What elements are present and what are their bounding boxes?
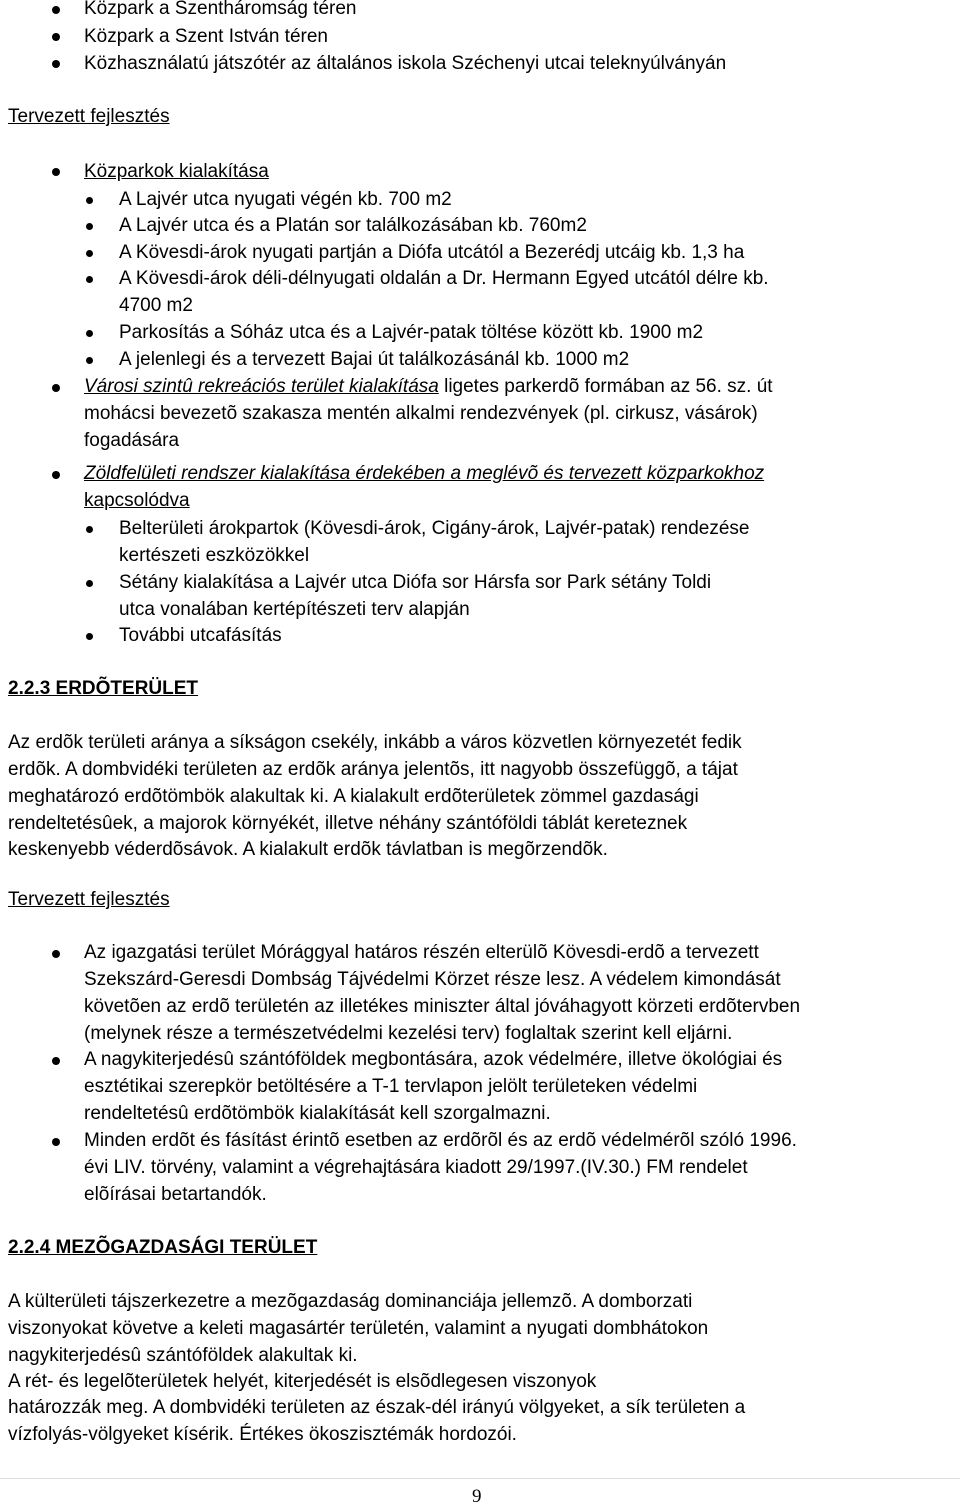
paragraph-line: erdõk. A dombvidéki területen az erdõk aránya jelentõs, itt nagyobb összefüggõ, a tájat [8, 759, 738, 780]
list-item-line [84, 375, 773, 399]
paragraph-line: A külterületi tájszerkezetre a mezõgazdaság dominanciája jellemzõ. A domborzati [8, 1291, 693, 1312]
list-item-continuation: Szekszárd-Geresdi Dombság Tájvédelmi Körzet része lesz. A védelem kimondását [84, 969, 781, 990]
bullet-dot [52, 384, 60, 392]
paragraph-line: meghatározó erdõtömbök alakultak ki. A kialakult erdõterületek zömmel gazdasági [8, 786, 699, 807]
section-heading: 2.2.3 ERDÕTERÜLET [8, 678, 199, 699]
list-item-continuation: fogadására [84, 430, 180, 451]
bullet-dot [86, 633, 93, 640]
list-item-continuation: mohácsi bevezetõ szakasza mentén alkalmi rendezvények (pl. cirkusz, vásárok) [84, 403, 758, 424]
bullet-dot [52, 950, 60, 958]
list-item: Közpark a Szent István téren [84, 26, 328, 47]
section-heading: Tervezett fejlesztés [8, 106, 170, 127]
bullet-dot [86, 223, 93, 230]
list-title: Közparkok kialakítása [84, 161, 269, 182]
bullet-dot [52, 168, 60, 176]
sub-list-item: A Kövesdi-árok nyugati partján a Diófa utcától a Bezerédj utcáig kb. 1,3 ha [119, 242, 745, 263]
sub-list-item: A Lajvér utca és a Platán sor találkozásában kb. 760m2 [119, 215, 587, 236]
list-title: Városi szintû rekreációs terület kialakítása [84, 376, 439, 397]
sub-list-item: További utcafásítás [119, 625, 282, 646]
list-item-continuation: rendeltetésû erdõtömbök kialakítását kell szorgalmazni. [84, 1103, 551, 1124]
sub-list-item: Sétány kialakítása a Lajvér utca Diófa sor Hársfa sor Park sétány Toldi [119, 572, 712, 593]
bullet-dot [86, 357, 93, 364]
sub-list-item-text: A Kövesdi-árok déli-délnyugati oldalán a Dr. Hermann Egyed utcától délre kb. [119, 268, 769, 289]
bullet-dot [52, 33, 60, 41]
sub-list-item: A jelenlegi és a tervezett Bajai út találkozásánál kb. 1000 m2 [119, 349, 630, 370]
paragraph-line: rendeltetésûek, a majorok környékét, illetve néhány szántóföldi táblát kereteznek [8, 813, 688, 834]
bullet-dot [86, 197, 93, 204]
sub-list-item-continuation: 4700 m2 [119, 295, 193, 316]
bullet-dot [86, 250, 93, 257]
sub-list-item: Belterületi árokpartok (Kövesdi-árok, Cigány-árok, Lajvér-patak) rendezése [119, 518, 750, 539]
list-item-continuation: esztétikai szerepkör betöltésére a T-1 tervlapon jelölt területeken védelmi [84, 1076, 698, 1097]
bullet-dot [52, 1138, 60, 1146]
bullet-dot [52, 1057, 60, 1065]
bullet-dot [86, 526, 93, 533]
paragraph-line: Az erdõk területi aránya a síkságon csekély, inkább a város közvetlen környezetét fedik [8, 732, 742, 753]
paragraph-line: A rét- és legelõterületek helyét, kiterjedését is elsõdlegesen viszonyok [8, 1371, 597, 1392]
list-item: Minden erdõt és fásítást érintõ esetben az erdõrõl és az erdõ védelmérõl szóló 1996. [84, 1130, 797, 1151]
page-number: 9 [472, 1486, 482, 1507]
sub-list-item: Parkosítás a Sóház utca és a Lajvér-patak töltése között kb. 1900 m2 [119, 322, 704, 343]
bullet-dot [52, 60, 60, 68]
sub-list-item-continuation: kertészeti eszközökkel [119, 545, 310, 566]
sub-list-item-continuation: utca vonalában kertépítészeti terv alapján [119, 599, 470, 620]
section-heading: Tervezett fejlesztés [8, 889, 170, 910]
list-item: Közpark a Szentháromság téren [84, 0, 357, 19]
bullet-dot [52, 471, 60, 479]
sub-list-item: A Lajvér utca nyugati végén kb. 700 m2 [119, 189, 452, 210]
paragraph-line: keskenyebb véderdõsávok. A kialakult erdõk távlatban is megõrzendõk. [8, 839, 608, 860]
list-item-continuation: elõírásai betartandók. [84, 1184, 267, 1205]
sub-list-item-line [119, 267, 953, 291]
list-item-continuation: (melynek része a természetvédelmi kezelési terv) foglaltak szerint kell eljárni. [84, 1023, 733, 1044]
bullet-dot [52, 6, 60, 14]
list-item-continuation: évi LIV. törvény, valamint a végrehajtására kiadott 29/1997.(IV.30.) FM rendelet [84, 1157, 748, 1178]
paragraph-line: nagykiterjedésû szántóföldek alakultak ki. [8, 1345, 358, 1366]
footer-divider [0, 1478, 960, 1479]
bullet-dot [86, 330, 93, 337]
section-heading: 2.2.4 MEZÕGAZDASÁGI TERÜLET [8, 1237, 318, 1258]
list-title-continuation: kapcsolódva [84, 490, 190, 511]
paragraph-line: viszonyokat követve a keleti magasártér területén, valamint a nyugati dombhátokon [8, 1318, 709, 1339]
list-title: Zöldfelületi rendszer kialakítása érdekében a meglévõ és tervezett közparkokhoz [84, 463, 765, 484]
list-item-continuation: követõen az erdõ területén az illetékes miniszter által jóváhagyott körzeti erdõtervben [84, 996, 801, 1017]
list-text: ligetes parkerdõ formában az 56. sz. út [444, 376, 773, 397]
bullet-dot [86, 276, 93, 283]
paragraph-line: vízfolyás-völgyeket kísérik. Értékes ökoszisztémák hordozói. [8, 1424, 517, 1445]
list-item: A nagykiterjedésû szántóföldek megbontására, azok védelmére, illetve ökológiai és [84, 1049, 783, 1070]
list-item: Az igazgatási terület Mórággyal határos részén elterülõ Kövesdi-erdõ a tervezett [84, 942, 759, 963]
paragraph-line: határozzák meg. A dombvidéki területen az észak-dél irányú völgyeket, a sík területen a [8, 1397, 746, 1418]
bullet-dot [86, 580, 93, 587]
list-item: Közhasználatú játszótér az általános iskola Széchenyi utcai teleknyúlványán [84, 53, 727, 74]
